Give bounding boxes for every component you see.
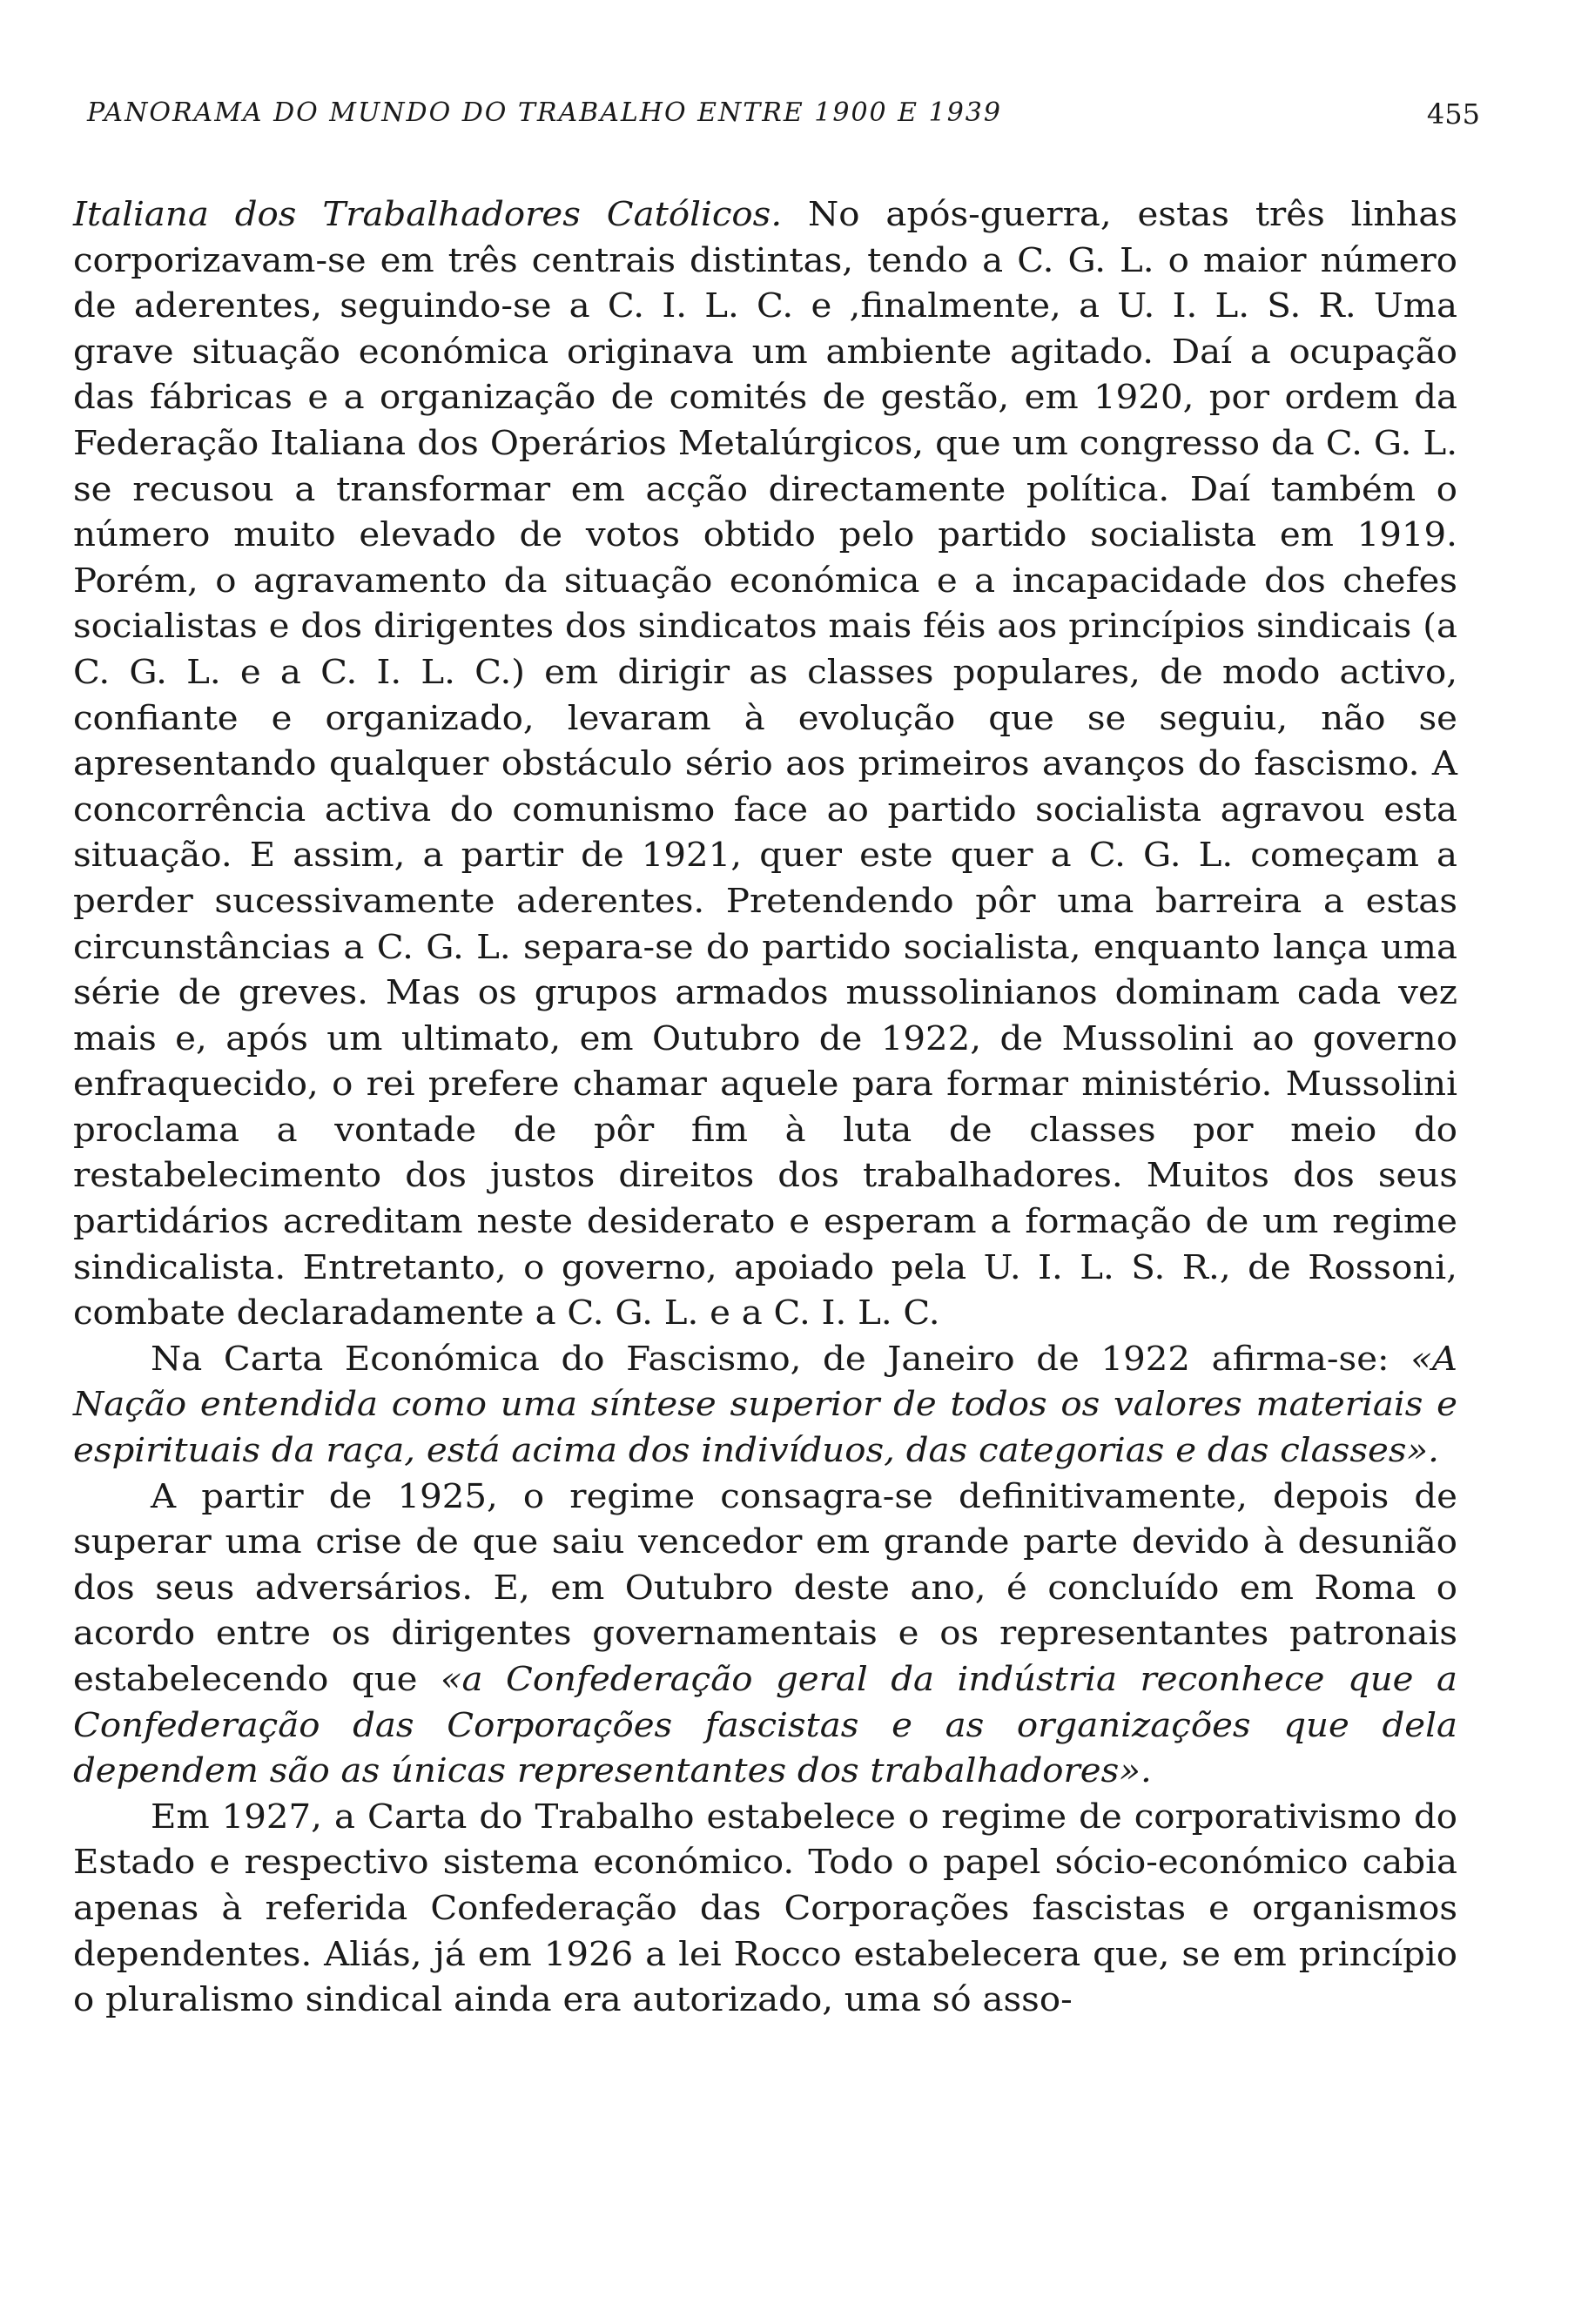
paragraph-2-text: Na Carta Económica do Fascismo, de Janeiro de 1922 afirma-se: <box>151 1339 1411 1378</box>
paragraph-1 <box>73 191 1457 1336</box>
body-text <box>73 191 1457 2023</box>
paragraph-1-italic-lead: Italiana dos Trabalhadores Católicos. <box>73 195 783 233</box>
paragraph-4 <box>73 1794 1457 2023</box>
paragraph-3-text: A partir de 1925, o regime consagra-se definitivamente, depois de superar uma crise de que saiu vencedor em grande parte devido à desunião dos seus adversários. E, em Outubro deste ano, é concluído em Roma o acordo entre os dirigentes governamentais e os representantes patronais estabelecendo que <box>73 1476 1457 1698</box>
paragraph-2 <box>73 1336 1457 1474</box>
paragraph-4-text: Em 1927, a Carta do Trabalho estabelece o regime de corporativismo do Estado e respectivo sistema económico. Todo o papel sócio-económico cabia apenas à referida Confederação das Corporações fascistas e organismos dependentes. Aliás, já em 1926 a lei Rocco estabelecera que, se em princípio o pluralismo sindical ainda era autorizado, uma só asso- <box>73 1797 1457 2019</box>
page-number: 455 <box>1426 97 1480 131</box>
running-head <box>87 97 1480 150</box>
paragraph-3 <box>73 1474 1457 1794</box>
running-title: PANORAMA DO MUNDO DO TRABALHO ENTRE 1900 E 1939 <box>87 97 1002 128</box>
paragraph-1-text: No após-guerra, estas três linhas corporizavam-se em três centrais distintas, tendo a C. G. L. o maior número de aderentes, seguindo-se a C. I. L. C. e ,finalmente, a U. I. L. S. R. Uma grave situação económica originava um ambiente agitado. Daí a ocupação das fábricas e a organização de comités de gestão, em 1920, por ordem da Federação Italiana dos Operários Metalúrgicos, que um congresso da C. G. L. se recusou a transformar em acção directamente política. Daí também o número muito elevado de votos obtido pelo partido socialista em 1919. Porém, o agravamento da situação económica e a incapacidade dos chefes socialistas e dos dirigentes dos sindicatos mais féis aos princípios sindicais (a C. G. L. e a C. I. L. C.) em dirigir as classes populares, de modo activo, confiante e organizado, levaram à evolução que se seguiu, não se apresentando qualquer obstáculo sério aos primeiros avanços do fascismo. A concorrência activa do comunismo face ao partido socialista agravou esta situação. E assim, a partir de 1921, quer este quer a C. G. L. começam a perder sucessivamente aderentes. Pretendendo pôr uma barreira a estas circunstâncias a C. G. L. separa-se do partido socialista, enquanto lança uma série de greves. Mas os grupos armados mussolinianos dominam cada vez mais e, após um ultimato, em Outubro de 1922, de Mussolini ao governo enfraquecido, o rei prefere chamar aquele para formar ministério. Mussolini proclama a vontade de pôr fim à luta de classes por meio do restabelecimento dos justos direitos dos trabalhadores. Muitos dos seus partidários acreditam neste desiderato e esperam a formação de um regime sindicalista. Entretanto, o governo, apoiado pela U. I. L. S. R., de Rossoni, combate declaradamente a C. G. L. e a C. I. L. C. <box>73 195 1458 1333</box>
paragraph-2-quote: «A Nação entendida como uma síntese superior de todos os valores materiais e espirituais da raça, está acima dos indivíduos, das categorias e das classes». <box>73 1339 1457 1470</box>
paragraph-3-quote: «a Confederação geral da indústria reconhece que a Confederação das Corporações fascistas e as organizações que dela dependem são as únicas representantes dos trabalhadores». <box>73 1660 1457 1790</box>
